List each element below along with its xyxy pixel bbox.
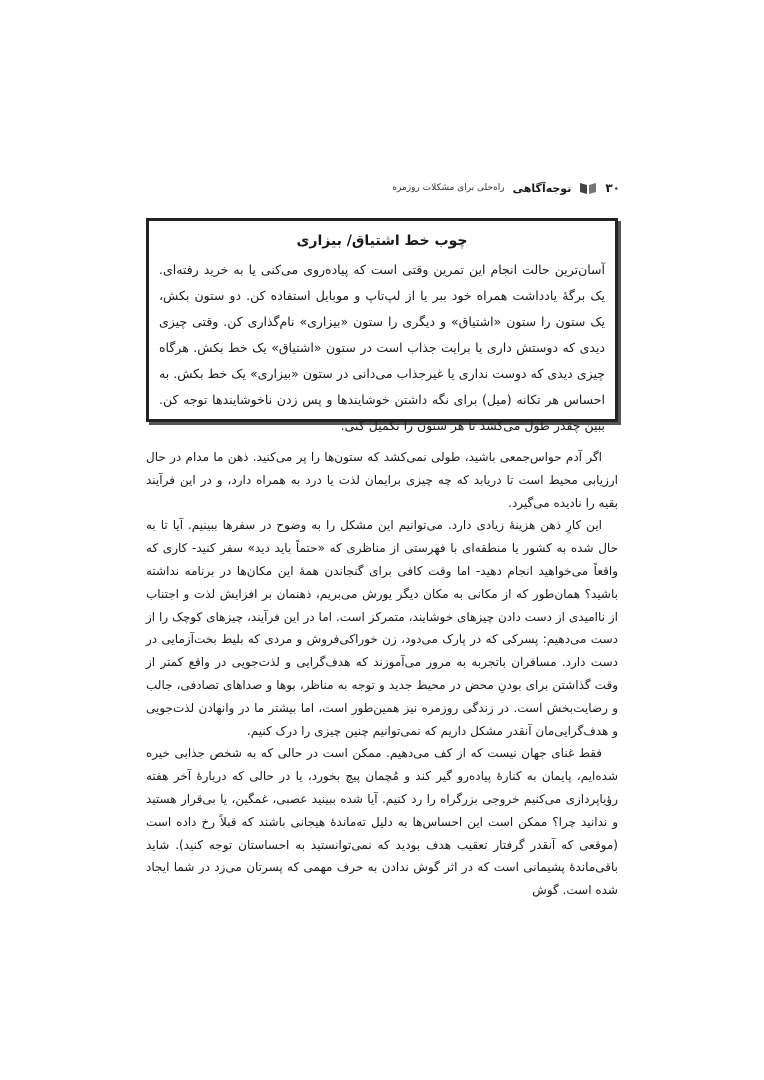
running-header	[146, 178, 620, 198]
book-title: توجه‌آگاهی	[512, 181, 572, 195]
paragraph: فقط غنای جهان نیست که از کف می‌دهیم. ممکن است در حالی که به شخص جذابی خیره شده‌ایم، پایمان به کنارهٔ پیاده‌رو گیر کند و مُچمان پیچ بخورد، یا در حالی که دربارهٔ آخر هفته رؤیاپردازی می‌کنیم خروجی بزرگراه را رد کنیم. آیا شده ببینید عصبی، غمگین، یا بی‌قرار هستید و ندانید چرا؟ ممکن است این احساس‌ها به دلیل ته‌ماندهٔ هیجانی باشند که قبلاً رخ داده است (موقعی که آنقدر گرفتار تعقیب هدف بودید که نمی‌توانستید به احساستان توجه کنید). شاید باقی‌ماندهٔ پشیمانی است که در اثر گوش ندادن به حرف مهمی که پسرتان می‌زد در شما ایجاد شده است. گوش	[146, 746, 618, 898]
book-subtitle: راه‌حلی برای مشکلات روزمره	[392, 183, 505, 193]
exercise-box	[146, 218, 618, 433]
book-logo-icon	[579, 181, 597, 195]
paragraph: اگر آدم حواس‌جمعی باشید، طولی نمی‌کشد که ستون‌ها را پر می‌کنید. ذهن ما مدام در حال ارزیابی محیط است تا دریابد که چه چیزی برایمان لذت یا درد به همراه دارد، و در این فرآیند بقیه را نادیده می‌گیرد.	[146, 450, 618, 510]
paragraph: این کارِ ذهن هزینهٔ زیادی دارد. می‌توانیم این مشکل را به وضوح در سفرها ببینیم. آیا تا به حال شده به کشور یا منطقه‌ای با فهرستی از مناظری که «حتماً باید دید» سفر کنید- کاری که واقعاً می‌خواهید انجام دهید- اما وقت کافی برای گنجاندن همهٔ این مکان‌ها در برنامه نداشته باشید؟ همان‌طور که از مکانی به مکان دیگر یورش می‌بریم، ذهنمان بر افزایش لذت و اجتناب از ناامیدی از دست دادن چیزهای خوشایند، متمرکز است. اما در این فرآیند، چیزهای کوچک را از دست می‌دهیم: پسرکی که در پارک می‌دود، زن خوراکی‌فروش و مردی که بلیط بخت‌آزمایی در دست دارد. مسافران باتجربه به مرور می‌آموزند که هدف‌گرایی و لذت‌جویی در واقع کمتر از وقت گذاشتن برای بودنِ محض در محیط جدید و توجه به مناظر، بوها و صداهای تصادفی، جالب و رضایت‌بخش است. در زندگی روزمره نیز همین‌طور است، اما بیشتر ما در وانهادن لذت‌جویی و هدف‌گرایی‌مان آنقدر مشکل داریم که نمی‌توانیم چنین چیزی را درک کنیم.	[146, 518, 618, 738]
body-text	[146, 446, 618, 902]
exercise-text: آسان‌ترین حالت انجام این تمرین وقتی است که پیاده‌روی می‌کنی یا به خرید رفته‌ای. یک برگهٔ یادداشت همراه خود ببر یا از لپ‌تاپ و موبایل استفاده کن. دو ستون بکش، یک ستون را ستون «اشتیاق» و دیگری را ستون «بیزاری» نام‌گذاری کن. وقتی چیزی دیدی که دوستش داری یا برایت جذاب است در ستون «اشتیاق» یک خط بکش. هرگاه چیزی دیدی که دوست نداری یا غیرجذاب می‌دانی در ستون «بیزاری» یک خط بکش. به احساس هر تکانه (میل) برای نگه داشتن خوشایندها و پس زدن ناخوشایندها توجه کن. ببین چقدر طول می‌کشد تا هر ستون را تکمیل کنی.	[159, 262, 605, 433]
exercise-title: چوب خط اشتیاق/ بیزاری	[296, 233, 468, 249]
page-number: ۳۰	[605, 181, 620, 195]
